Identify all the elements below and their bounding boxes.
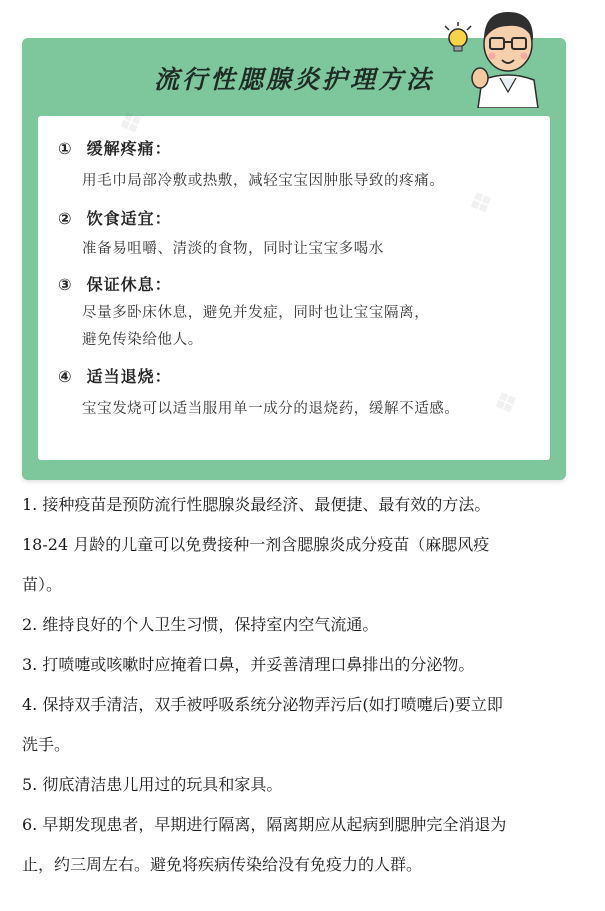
tip-body-2 bbox=[82, 236, 384, 263]
tip-heading-3 bbox=[58, 272, 172, 295]
lightbulb-icon bbox=[445, 22, 471, 51]
paragraph-6 bbox=[22, 805, 588, 885]
paragraph-4-line-1: 4. 保持双手清洁，双手被呼吸系统分泌物弄污后(如打喷嚏后)要立即 bbox=[22, 695, 503, 714]
tip-body-3-line-1: 尽量多卧床休息，避免并发症，同时也让宝宝隔离， bbox=[82, 305, 430, 321]
paragraph-3-line-1: 3. 打喷嚏或咳嗽时应掩着口鼻，并妥善清理口鼻排出的分泌物。 bbox=[22, 655, 475, 674]
paragraph-4-line-2: 洗手。 bbox=[22, 735, 71, 754]
tip-body-2-line-1: 准备易咀嚼、清淡的食物，同时让宝宝多喝水 bbox=[82, 241, 384, 257]
watermark-logo-2: ❖ bbox=[462, 182, 501, 225]
paragraph-1 bbox=[22, 485, 588, 605]
watermark-logo-3: ❖ bbox=[487, 382, 526, 425]
paragraph-3 bbox=[22, 645, 588, 685]
paragraph-6-line-2: 止，约三周左右。避免将疾病传染给没有免疫力的人群。 bbox=[22, 855, 423, 874]
article-body bbox=[22, 485, 588, 885]
paragraph-1-line-1: 1. 接种疫苗是预防流行性腮腺炎最经济、最便捷、最有效的方法。 bbox=[22, 495, 491, 514]
tip-title-4: 适当退烧： bbox=[86, 367, 172, 386]
paragraph-5-line-1: 5. 彻底清洁患儿用过的玩具和家具。 bbox=[22, 775, 283, 794]
tips-panel bbox=[38, 102, 550, 460]
card-title: 流行性腮腺炎护理方法 bbox=[153, 65, 434, 94]
tip-body-1 bbox=[82, 168, 444, 195]
paragraph-2 bbox=[22, 605, 588, 645]
tip-number-1: ① bbox=[58, 139, 73, 158]
tip-number-3: ③ bbox=[58, 275, 73, 294]
tip-number-2: ② bbox=[58, 209, 73, 228]
tip-body-4 bbox=[82, 396, 460, 423]
paragraph-1-line-3: 苗）。 bbox=[22, 575, 63, 594]
tip-title-2: 饮食适宜： bbox=[86, 209, 172, 228]
tip-body-4-line-1: 宝宝发烧可以适当服用单一成分的退烧药，缓解不适感。 bbox=[82, 401, 460, 417]
tip-heading-2 bbox=[58, 206, 172, 229]
tip-heading-1 bbox=[58, 136, 172, 159]
tip-heading-4 bbox=[58, 364, 172, 387]
paragraph-5 bbox=[22, 765, 588, 805]
doctor-mascot-icon bbox=[438, 0, 558, 108]
tip-number-4: ④ bbox=[58, 367, 73, 386]
paragraph-4 bbox=[22, 685, 588, 765]
tip-body-3-line-2: 避免传染给他人。 bbox=[82, 332, 203, 348]
paragraph-1-line-2: 18-24 月龄的儿童可以免费接种一剂含腮腺炎成分疫苗（麻腮风疫 bbox=[22, 535, 490, 554]
paragraph-6-line-1: 6. 早期发现患者，早期进行隔离，隔离期应从起病到腮肿完全消退为 bbox=[22, 815, 507, 834]
tip-title-1: 缓解疼痛： bbox=[86, 139, 172, 158]
watermark-logo-1: ❖ bbox=[112, 102, 151, 145]
tip-body-3 bbox=[82, 300, 429, 354]
paragraph-2-line-1: 2. 维持良好的个人卫生习惯，保持室内空气流通。 bbox=[22, 615, 379, 634]
tip-body-1-line-1: 用毛巾局部冷敷或热敷，减轻宝宝因肿胀导致的疼痛。 bbox=[82, 173, 445, 189]
tip-title-3: 保证休息： bbox=[86, 275, 172, 294]
